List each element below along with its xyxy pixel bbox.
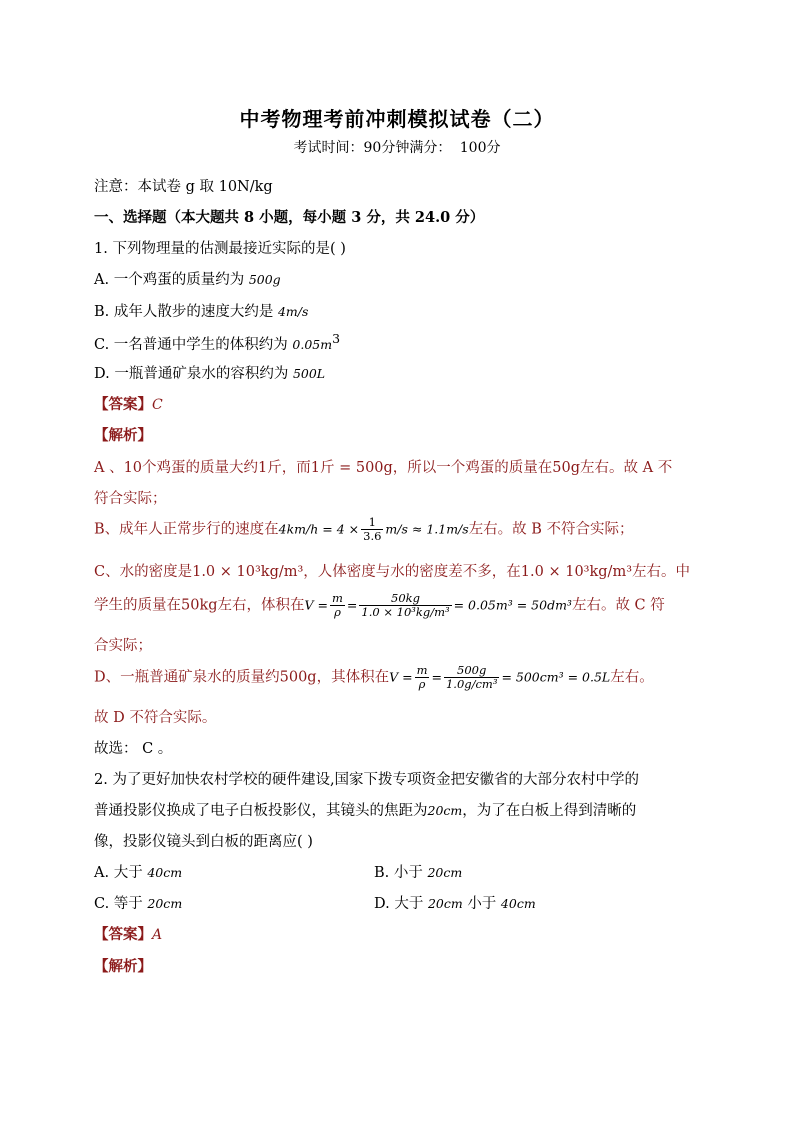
page-title: 中考物理考前冲刺模拟试卷（二） [239,107,555,131]
numerator: 50kg [359,592,451,606]
formula: V = [304,597,329,613]
q2-option-a [94,861,182,882]
fraction [444,664,499,691]
analysis-a-line2: 符合实际； [94,491,167,507]
superscript: 3 [332,331,341,346]
q2-analysis-label: 【解析】 [94,958,152,975]
fraction [330,592,345,619]
analysis-d-line1 [94,664,654,691]
denominator: 1.0 × 10³kg/m³ [361,605,450,619]
option-value: 40cm [500,896,536,911]
option-value: 20cm [427,896,463,911]
q1-answer [94,393,163,414]
numerator: 500g [444,664,499,678]
analysis-b [94,516,634,543]
question-2-line2 [94,799,636,820]
question-text: ，为了在白板上得到清晰的 [462,803,637,819]
analysis-a-line1: A 、10个鸡蛋的质量大约1斤，而1斤 = 500g，所以一个鸡蛋的质量在50g左右。故 A 不 [94,460,673,476]
option-value: 40cm [147,865,183,880]
value: 20cm [427,803,463,818]
section-heading: 一、选择题（本大题共 8 小题，每小题 3 分，共 24.0 分） [94,209,485,226]
fraction [361,516,383,543]
analysis-text: 左右。故 B 不符合实际； [468,521,634,538]
analysis-text: D、一瓶普通矿泉水的质量约500g，其体积在 [94,669,390,686]
question-1-stem: 1. 下列物理量的估测最接近实际的是( ) [94,241,346,257]
q1-option-a [94,268,281,289]
question-text: 普通投影仪换成了电子白板投影仪，其镜头的焦距为 [94,803,428,819]
option-text: A. 一个鸡蛋的质量约为 [94,272,245,288]
q1-analysis-label: 【解析】 [94,427,152,444]
denominator: 1.0g/cm³ [445,677,498,691]
analysis-text: 左右。故 C 符 [571,597,665,614]
exam-info: 考试时间：90分钟满分： 100分 [293,140,501,156]
answer-value: C [152,397,163,413]
q1-option-d [94,362,325,383]
answer-label: 【答案】 [94,926,152,943]
option-value: 4m/s [277,304,309,319]
formula: 4km/h = 4 × [278,521,360,537]
numerator: m [332,591,343,605]
option-value: 0.05m [292,336,333,352]
answer-value: A [152,927,163,943]
analysis-text: 左右。 [610,669,654,686]
analysis-c-line3: 合实际； [94,638,152,654]
formula: = [431,669,442,685]
fraction [415,664,430,691]
formula: = 0.05m³ = 50dm³ [453,597,572,613]
q2-option-b [374,861,462,882]
note-text: 注意：本试卷 g 取 10N/kg [94,179,273,195]
option-text: A. 大于 [94,865,143,881]
option-text: B. 小于 [374,865,423,881]
option-text: C. 等于 [94,896,143,912]
formula: m/s ≈ 1.1m/s [385,521,469,537]
q2-option-d [374,892,536,913]
option-value: 500g [248,272,281,287]
analysis-text: 学生的质量在50kg左右，体积在 [94,597,305,614]
denominator: ρ [334,605,341,619]
question-2-line1: 2. 为了更好加快农村学校的硬件建设,国家下拨专项资金把安徽省的大部分农村中学的 [94,772,640,788]
fraction [359,592,451,619]
denominator: 3.6 [363,529,382,543]
analysis-d-line2: 故 D 不符合实际。 [94,710,217,726]
formula: = 500cm³ = 0.5L [501,669,611,685]
option-value: 20cm [427,865,463,880]
formula: = [346,597,358,613]
option-text: D. 一瓶普通矿泉水的容积约为 [94,366,289,382]
numerator: m [416,663,428,677]
option-text: B. 成年人散步的速度大约是 [94,304,274,320]
q1-option-c [94,331,340,354]
answer-label: 【答案】 [94,396,152,413]
q2-option-c [94,892,182,913]
question-2-line3: 像，投影仪镜头到白板的距离应( ) [94,834,313,850]
analysis-c-line2 [94,592,665,619]
option-text: C. 一名普通中学生的体积约为 [94,336,288,353]
numerator: 1 [361,516,383,530]
option-value: 500L [292,366,326,381]
formula: V = [389,669,413,685]
analysis-c-line1: C、水的密度是1.0 × 10³kg/m³，人体密度与水的密度差不多，在1.0 × 10³kg/m³左右。中 [94,564,691,580]
option-text: D. 大于 [374,896,424,912]
q2-answer [94,923,162,944]
q1-option-b [94,300,308,321]
analysis-text: B、成年人正常步行的速度在 [94,521,279,538]
option-text: 小于 [467,896,497,912]
option-value: 20cm [147,896,183,911]
denominator: ρ [418,677,426,691]
q1-choice: 故选： C 。 [94,741,173,757]
